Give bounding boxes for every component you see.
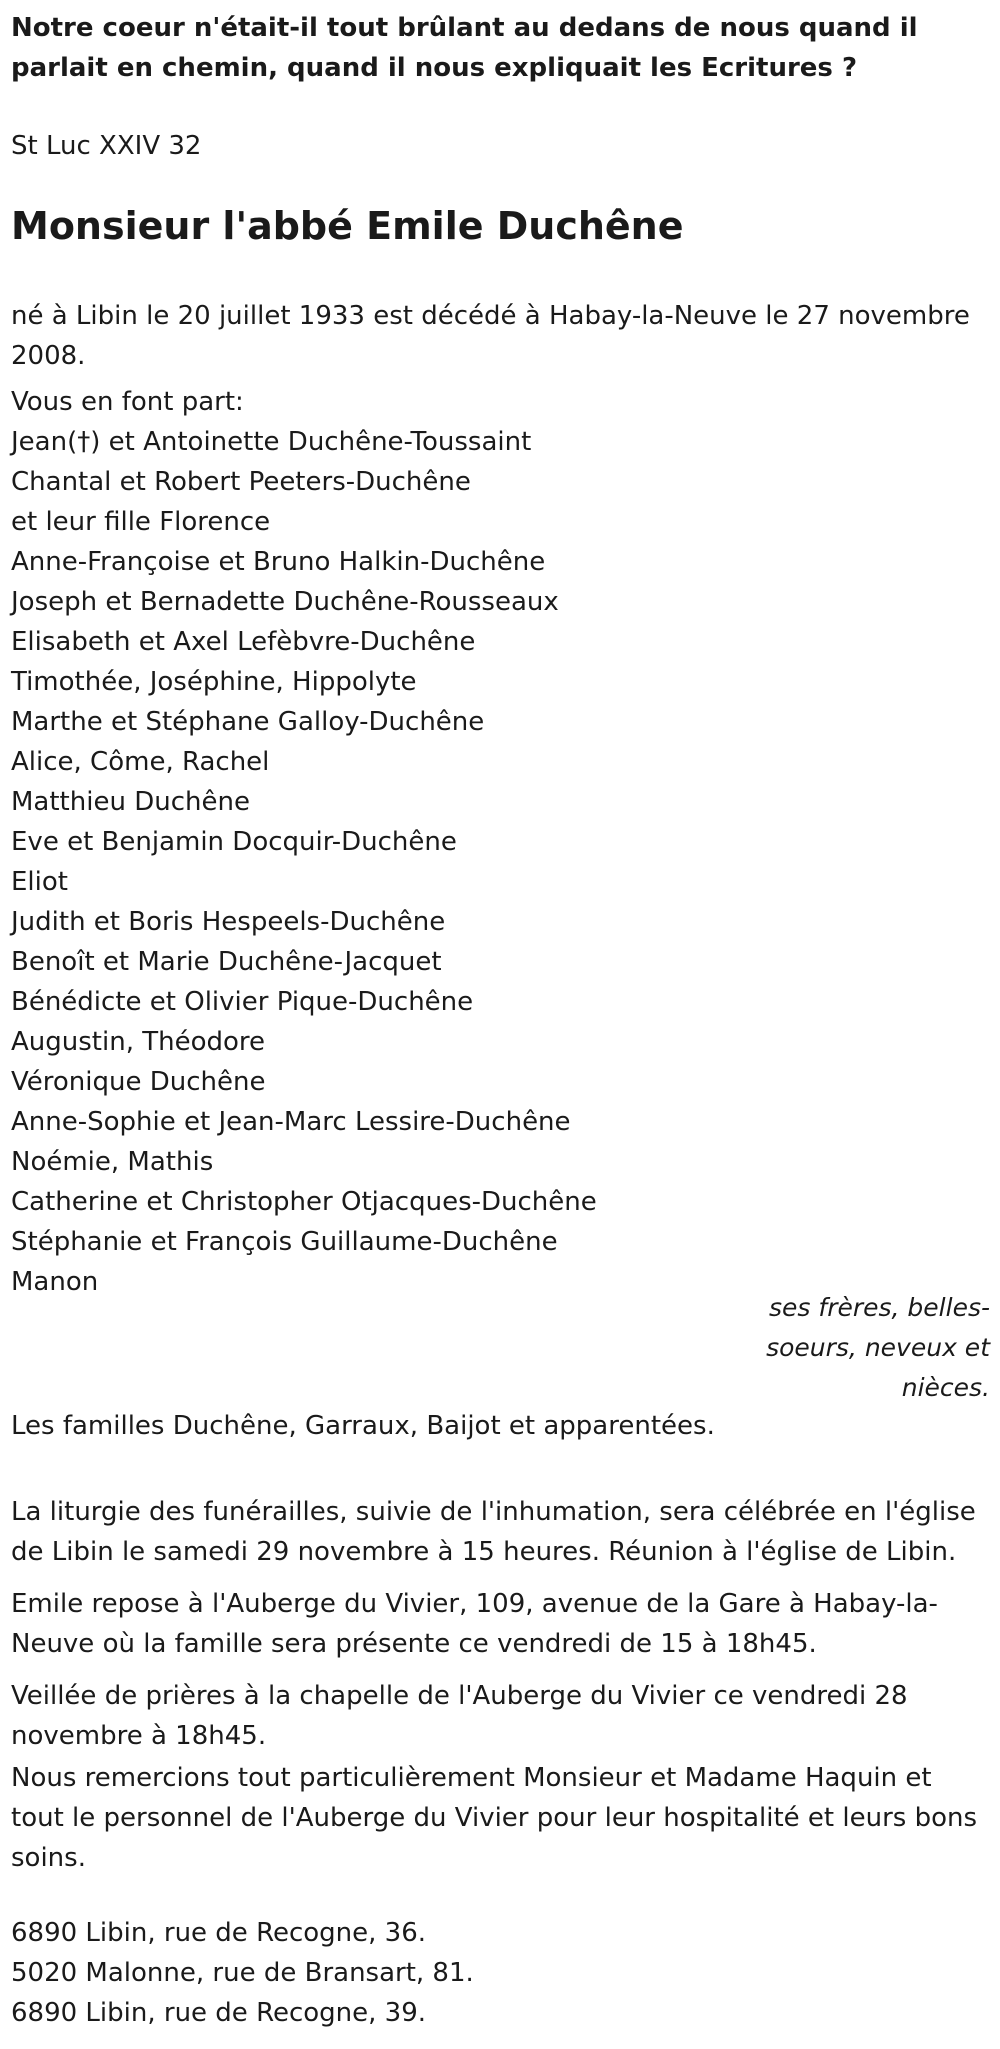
bible-reference: St Luc XXIV 32 xyxy=(11,131,202,161)
birth-death-statement: né à Libin le 20 juillet 1933 est décédé à Habay-la-Neuve le 27 novembre 2008. xyxy=(11,301,970,371)
relation-line: soeurs, neveux et xyxy=(766,1333,990,1362)
family-line: Véronique Duchêne xyxy=(11,1067,266,1097)
family-line: Noémie, Mathis xyxy=(11,1147,214,1177)
thanks-note: Nous remercions tout particulièrement Monsieur et Madame Haquin et tout le personnel de l'Auberge du Vivier pour leur hospitalité et leurs bons soins. xyxy=(11,1763,978,1873)
family-line: Timothée, Joséphine, Hippolyte xyxy=(11,667,417,697)
family-line: Joseph et Bernadette Duchêne-Rousseaux xyxy=(11,587,559,617)
family-line: Judith et Boris Hespeels-Duchêne xyxy=(11,907,446,937)
vigil-info: Veillée de prières à la chapelle de l'Auberge du Vivier ce vendredi 28 novembre à 18h45. xyxy=(11,1681,908,1751)
addresses-block xyxy=(11,1913,474,2033)
bible-quote: Notre coeur n'était-il tout brûlant au dedans de nous quand il parlait en chemin, quand il nous expliquait les Ecritures ? xyxy=(11,13,918,83)
family-line: Augustin, Théodore xyxy=(11,1027,266,1057)
resting-place-info: Emile repose à l'Auberge du Vivier, 109, avenue de la Gare à Habay-la-Neuve où la famille sera présente ce vendredi de 15 à 18h45. xyxy=(11,1589,938,1659)
family-line: Anne-Françoise et Bruno Halkin-Duchêne xyxy=(11,547,546,577)
family-announcement-list xyxy=(11,382,991,1302)
family-line: Marthe et Stéphane Galloy-Duchêne xyxy=(11,707,485,737)
family-line: Stéphanie et François Guillaume-Duchêne xyxy=(11,1227,558,1257)
address-line: 6890 Libin, rue de Recogne, 39. xyxy=(11,1998,427,2028)
address-line: 6890 Libin, rue de Recogne, 36. xyxy=(11,1918,427,1948)
family-line: Elisabeth et Axel Lefèbvre-Duchêne xyxy=(11,627,476,657)
family-line: Anne-Sophie et Jean-Marc Lessire-Duchêne xyxy=(11,1107,571,1137)
family-line: et leur fille Florence xyxy=(11,507,271,537)
announcement-intro: Vous en font part: xyxy=(11,387,244,417)
family-line: Bénédicte et Olivier Pique-Duchêne xyxy=(11,987,474,1017)
family-line: Manon xyxy=(11,1267,99,1297)
relation-note xyxy=(760,1288,990,1408)
funeral-info: La liturgie des funérailles, suivie de l'inhumation, sera célébrée en l'église de Libin le samedi 29 novembre à 15 heures. Réunion à l'église de Libin. xyxy=(11,1497,976,1567)
relation-line: nièces. xyxy=(901,1373,990,1402)
families-note: Les familles Duchêne, Garraux, Baijot et apparentées. xyxy=(11,1411,715,1441)
family-line: Eve et Benjamin Docquir-Duchêne xyxy=(11,827,457,857)
family-line: Chantal et Robert Peeters-Duchêne xyxy=(11,467,471,497)
deceased-name: Monsieur l'abbé Emile Duchêne xyxy=(11,204,684,248)
family-line: Alice, Côme, Rachel xyxy=(11,747,270,777)
relation-line: ses frères, belles- xyxy=(769,1293,990,1322)
address-line: 5020 Malonne, rue de Bransart, 81. xyxy=(11,1958,474,1988)
family-line: Jean(†) et Antoinette Duchêne-Toussaint xyxy=(11,427,532,457)
family-line: Catherine et Christopher Otjacques-Duchêne xyxy=(11,1187,597,1217)
family-line: Eliot xyxy=(11,867,68,897)
family-line: Matthieu Duchêne xyxy=(11,787,250,817)
family-line: Benoît et Marie Duchêne-Jacquet xyxy=(11,947,442,977)
